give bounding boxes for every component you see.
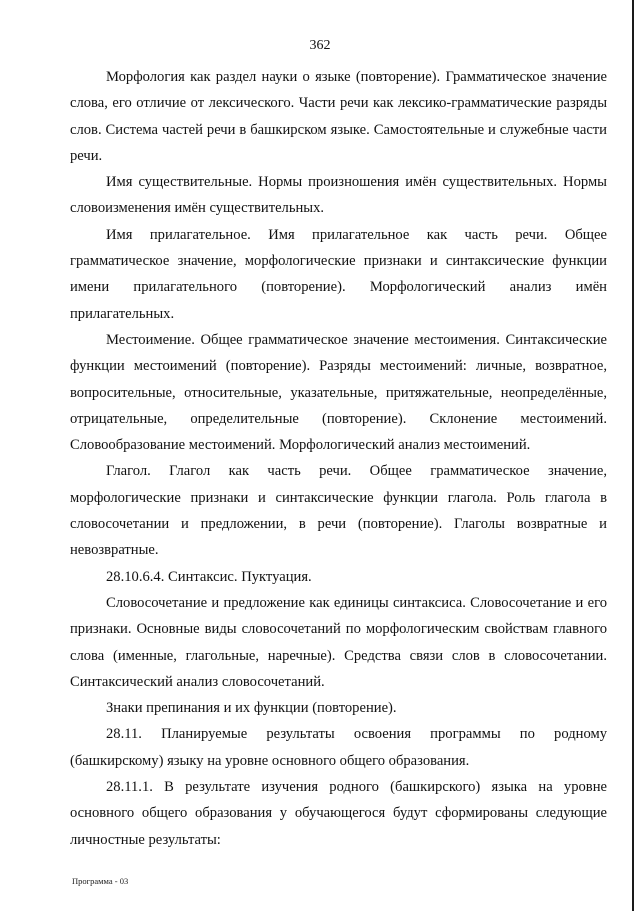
page-edge-line — [632, 0, 634, 911]
paragraph-punctuation: Знаки препинания и их функции (повторение). — [106, 700, 397, 717]
section-heading-syntax: 28.10.6.4. Синтаксис. Пуктуация. — [106, 568, 312, 585]
page-number: 362 — [309, 38, 331, 53]
paragraph-pronoun: Местоимение. Общее грамматическое значение местоимения. Синтаксические функции местоимений (повторение). Разряды местоимений: личные, возвратное, вопросительные, относительные, указательные, притяжательные, неопределённые, отрицательные, определительные (повторение). Склонение местоимений. Словообразование местоимений. Морфологический анализ местоимений. — [70, 331, 607, 454]
paragraph-phrase-sentence: Словосочетание и предложение как единицы синтаксиса. Словосочетание и его признаки. Основные виды словосочетаний по морфологическим свойствам главного слова (именные, глагольные, наречные). Средства связи слов в словосочетании. Синтаксический анализ словосочетаний. — [70, 594, 607, 690]
paragraph-morphology: Морфология как раздел науки о языке (повторение). Грамматическое значение слова, его отличие от лексического. Части речи как лексико-грамматические разряды слов. Система частей речи в башкирском языке. Самостоятельные и служебные части речи. — [70, 69, 607, 164]
paragraph-noun: Имя существительные. Нормы произношения имён существительных. Нормы словоизменения имён существительных. — [70, 174, 607, 217]
paragraph-adjective: Имя прилагательное. Имя прилагательное как часть речи. Общее грамматическое значение, морфологические признаки и синтаксические функции имени прилагательного (повторение). Морфологический анализ имён прилагательных. — [70, 226, 607, 322]
section-heading-planned-results: 28.11. Планируемые результаты освоения программы по родному (башкирскому) языку на уровне основного общего образования. — [70, 726, 607, 769]
paragraph-personal-results: 28.11.1. В результате изучения родного (башкирского) языка на уровне основного общего образования у обучающегося будут сформированы следующие личностные результаты: — [70, 779, 607, 848]
paragraph-verb: Глагол. Глагол как часть речи. Общее грамматическое значение, морфологические признаки и синтаксические функции глагола. Роль глагола в словосочетании и предложении, в речи (повторение). Глаголы возвратные и невозвратные. — [70, 463, 607, 559]
document-body — [70, 64, 607, 853]
page-footer: Программа - 03 — [72, 876, 129, 886]
